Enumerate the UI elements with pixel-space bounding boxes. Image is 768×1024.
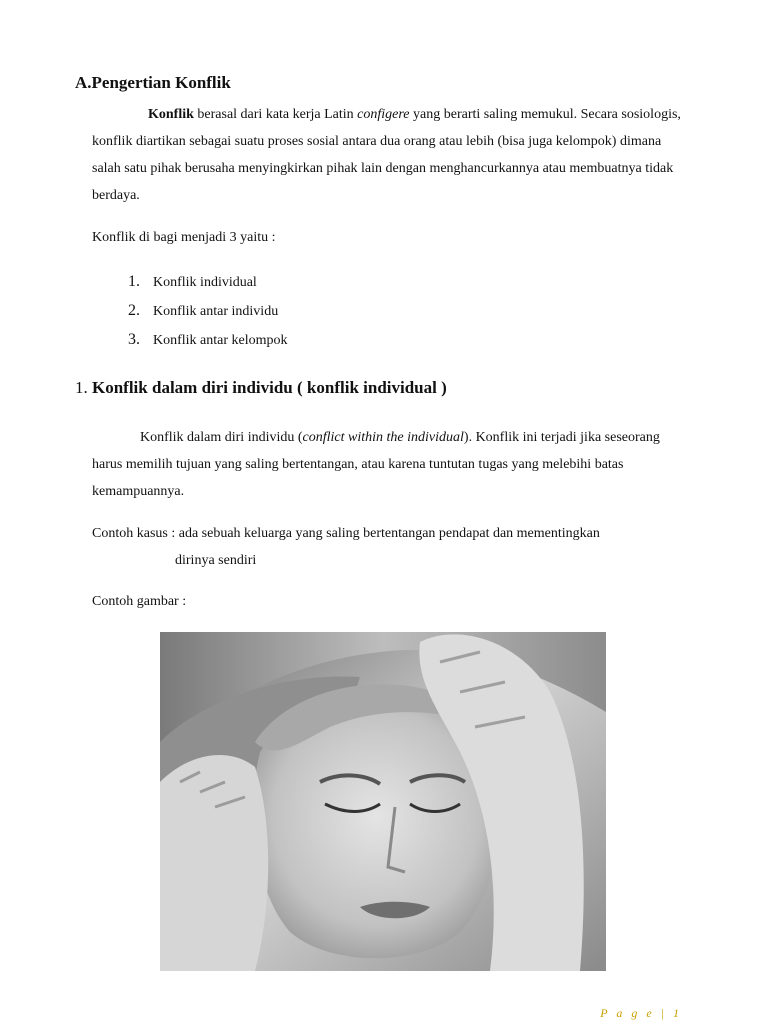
- subsection-number: 1.: [75, 378, 92, 397]
- paragraph-text: berasal dari kata kerja Latin: [193, 107, 358, 122]
- list-number: 1.: [128, 273, 140, 290]
- subsection-heading: [75, 378, 447, 398]
- latin-term: configere: [357, 107, 410, 122]
- section-heading: A.Pengertian Konflik: [75, 73, 231, 92]
- list-label: Konflik antar kelompok: [153, 333, 288, 348]
- list-number: 3.: [128, 331, 140, 348]
- stressed-woman-photo: [160, 632, 606, 971]
- subsection-title: Konflik dalam diri individu ( konflik individual ): [92, 378, 447, 397]
- term-bold: Konflik: [148, 107, 194, 122]
- italic-term: conflict within the individual: [302, 430, 464, 445]
- list-item: [128, 302, 288, 331]
- paragraph-text: Konflik dalam diri individu (: [140, 430, 303, 445]
- paragraph-text: yang berarti saling memukul. Secara sosiologis, konflik diartikan sebagai suatu proses sosial antara dua orang atau lebih (bisa juga kelompok) dimana salah satu pihak berusaha menyingkirkan pihak lain dengan menghancurkannya atau membuatnya tidak berdaya.: [92, 107, 681, 203]
- individual-conflict-paragraph: [92, 424, 682, 505]
- example-image-label: Contoh gambar :: [92, 594, 187, 609]
- list-label: Konflik antar individu: [153, 304, 279, 319]
- list-label: Konflik individual: [153, 275, 257, 290]
- page-number-footer: P a g e | 1: [600, 1006, 682, 1020]
- paragraph-text: ). Konflik ini terjadi jika seseorang harus memilih tujuan yang saling bertentangan, atau karena tuntutan tugas yang melebihi batas kemampuannya.: [92, 430, 660, 499]
- list-number: 2.: [128, 302, 140, 319]
- case-example-continuation: dirinya sendiri: [175, 553, 257, 568]
- list-intro: Konflik di bagi menjadi 3 yaitu :: [92, 230, 276, 245]
- case-example-line: Contoh kasus : ada sebuah keluarga yang saling bertentangan pendapat dan mementingkan: [92, 526, 600, 541]
- list-item: [128, 331, 288, 360]
- conflict-types-list: [128, 273, 288, 360]
- definition-paragraph: [92, 101, 682, 209]
- list-item: [128, 273, 288, 302]
